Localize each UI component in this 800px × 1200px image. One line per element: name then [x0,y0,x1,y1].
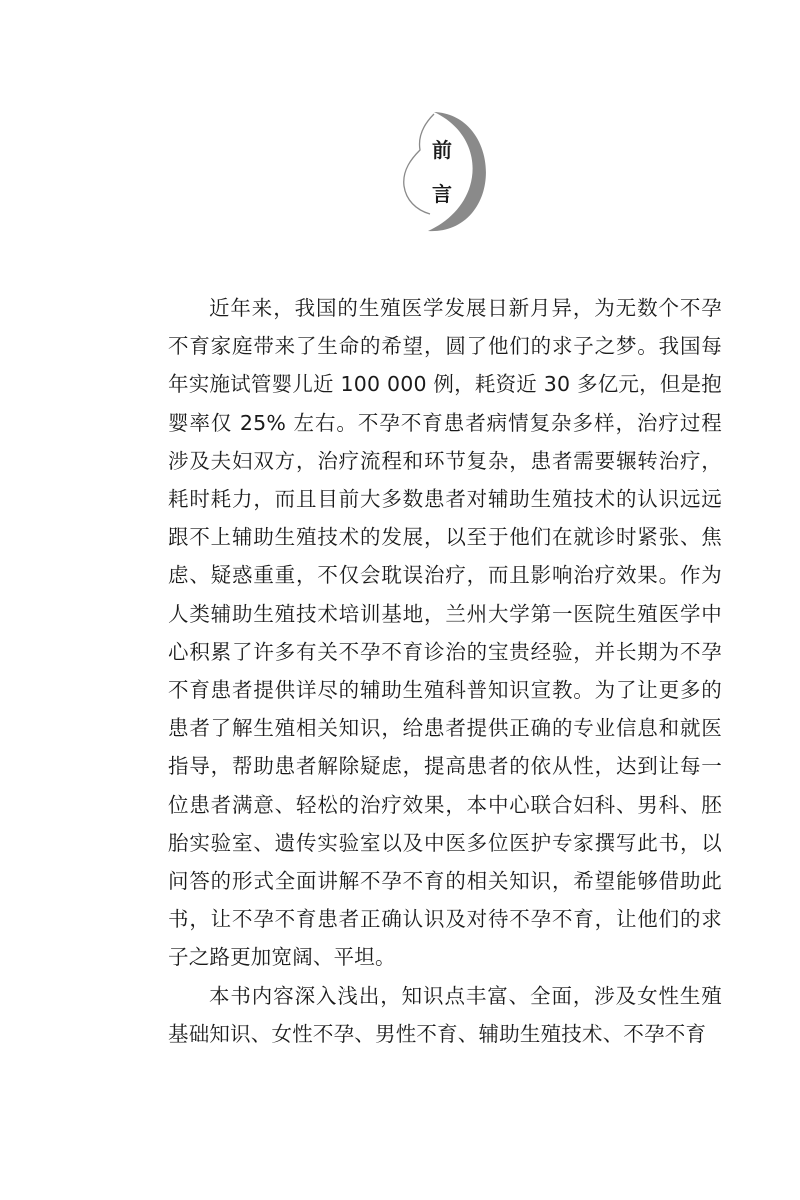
preface-body [168,289,722,1053]
paragraph-1: 近年来，我国的生殖医学发展日新月异，为无数个不孕不育家庭带来了生命的希望，圆了他们的求子之梦。我国每年实施试管婴儿近 100 000 例，耗资近 30 多亿元，但是抱婴率仅 25% 左右。不孕不育患者病情复杂多样，治疗过程涉及夫妇双方，治疗流程和环节复杂，患者需要辗转治疗，耗时耗力，而且目前大多数患者对辅助生殖技术的认识远远跟不上辅助生殖技术的发展，以至于他们在就诊时紧张、焦虑、疑惑重重，不仅会耽误治疗，而且影响治疗效果。作为人类辅助生殖技术培训基地，兰州大学第一医院生殖医学中心积累了许多有关不孕不育诊治的宝贵经验，并长期为不孕不育患者提供详尽的辅助生殖科普知识宣教。为了让更多的患者了解生殖相关知识，给患者提供正确的专业信息和就医指导，帮助患者解除疑虑，提高患者的依从性，达到让每一位患者满意、轻松的治疗效果，本中心联合妇科、男科、胚胎实验室、遗传实验室以及中医多位医护专家撰写此书，以问答的形式全面讲解不孕不育的相关知识，希望能够借助此书，让不孕不育患者正确认识及对待不孕不育，让他们的求子之路更加宽阔、平坦。 [168,296,722,970]
crescent-ornament-icon [390,110,500,235]
heading-char-qian: 前 [432,138,452,162]
heading-char-yan: 言 [432,182,452,206]
paragraph-2: 本书内容深入浅出，知识点丰富、全面，涉及女性生殖基础知识、女性不孕、男性不育、辅助生殖技术、不孕不育 [168,983,722,1046]
preface-heading [390,110,500,235]
